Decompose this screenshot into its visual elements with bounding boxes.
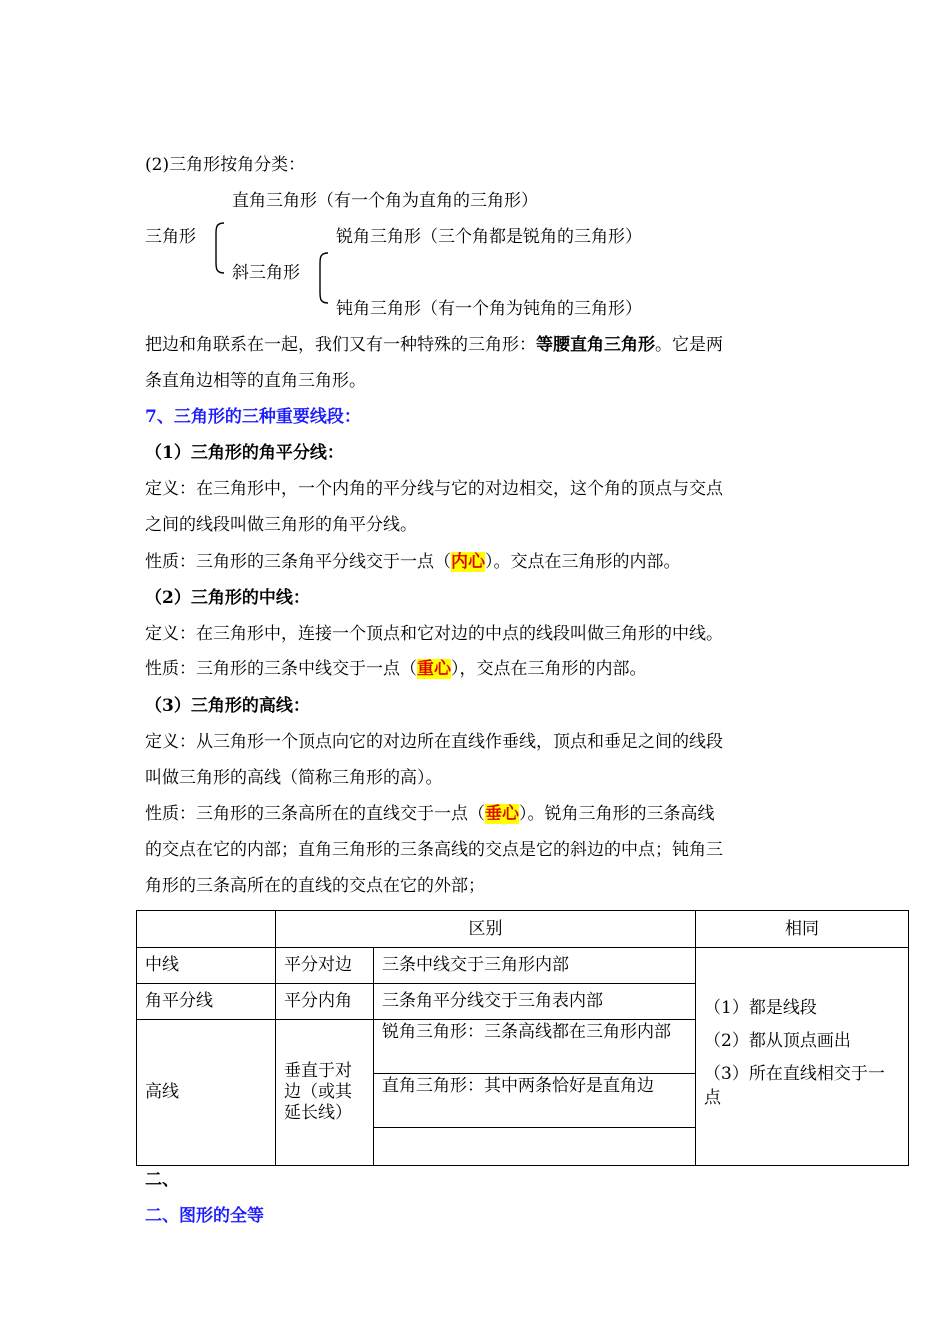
median-definition: 定义：在三角形中，连接一个顶点和它对边的中点的线段叫做三角形的中线。 — [145, 624, 723, 644]
same-cell — [696, 948, 909, 1166]
bisector-property — [145, 551, 681, 573]
inner-brace-icon — [314, 252, 330, 304]
bisector-property-end: ）。交点在三角形的内部。 — [485, 552, 681, 572]
median-feature-cell: 平分对边 — [276, 948, 374, 984]
altitude-name-cell: 高线 — [137, 1020, 276, 1166]
table-header-same: 相同 — [696, 911, 909, 948]
comparison-table — [136, 910, 909, 1166]
bisector-name-cell: 角平分线 — [137, 984, 276, 1020]
median-title: （2）三角形的中线： — [145, 588, 310, 608]
altitude-definition-1: 定义：从三角形一个顶点向它的对边所在直线作垂线，顶点和垂足之间的线段 — [145, 732, 723, 752]
isosceles-text: 把边和角联系在一起，我们又有一种特殊的三角形： — [145, 335, 536, 355]
altitude-property-end: ）。锐角三角形的三条高线 — [519, 804, 715, 824]
isosceles-text-end: 。它是两 — [655, 335, 723, 355]
median-name-cell: 中线 — [137, 948, 276, 984]
bisector-feature-cell: 平分内角 — [276, 984, 374, 1020]
same-item-2: （2）都从顶点画出 — [704, 1031, 851, 1051]
bisector-desc-cell: 三条角平分线交于三角表内部 — [374, 984, 696, 1020]
obtuse-triangle-item: 钝角三角形（有一个角为钝角的三角形） — [336, 299, 642, 319]
table-row — [137, 948, 909, 984]
right-triangle-item: 直角三角形（有一个角为直角的三角形） — [232, 191, 538, 211]
altitude-property-text: 性质：三角形的三条高所在的直线交于一点（ — [145, 804, 485, 824]
altitude-property-2: 的交点在它的内部；直角三角形的三条高线的交点是它的斜边的中点；钝角三 — [145, 840, 723, 860]
classification-heading: (2)三角形按角分类： — [145, 155, 306, 175]
altitude-blank-cell — [374, 1128, 696, 1166]
triangle-root-label: 三角形 — [145, 227, 196, 247]
acute-triangle-item: 锐角三角形（三个角都是锐角的三角形） — [336, 227, 642, 247]
altitude-property-1 — [145, 803, 715, 825]
table-header-empty — [137, 911, 276, 948]
orthocenter-highlight: 垂心 — [485, 804, 519, 824]
median-property-end: ），交点在三角形的内部。 — [451, 659, 647, 679]
incenter-highlight: 内心 — [451, 552, 485, 572]
centroid-highlight: 重心 — [417, 659, 451, 679]
altitude-property-3: 角形的三条高所在的直线的交点在它的外部； — [145, 876, 485, 896]
altitude-right-cell: 直角三角形：其中两条恰好是直角边 — [374, 1074, 696, 1128]
table-header-row — [137, 911, 909, 948]
same-item-1: （1）都是线段 — [704, 998, 817, 1018]
bisector-title: （1）三角形的角平分线： — [145, 443, 344, 463]
altitude-feature-cell: 垂直于对边（或其延长线） — [276, 1020, 374, 1166]
oblique-triangle-label: 斜三角形 — [232, 263, 300, 283]
table-header-diff: 区别 — [276, 911, 696, 948]
section-stub: 二、 — [145, 1170, 179, 1190]
median-property-text: 性质：三角形的三条中线交于一点（ — [145, 659, 417, 679]
section-7-title: 7、三角形的三种重要线段： — [145, 407, 361, 427]
median-desc-cell: 三条中线交于三角形内部 — [374, 948, 696, 984]
bisector-definition-2: 之间的线段叫做三角形的角平分线。 — [145, 515, 417, 535]
isosceles-line-1 — [145, 334, 723, 356]
altitude-title: （3）三角形的高线： — [145, 696, 310, 716]
bisector-definition-1: 定义：在三角形中，一个内角的平分线与它的对边相交，这个角的顶点与交点 — [145, 479, 723, 499]
altitude-acute-cell: 锐角三角形：三条高线都在三角形内部 — [374, 1020, 696, 1074]
left-brace-icon — [210, 222, 226, 274]
isosceles-line-2: 条直角边相等的直角三角形。 — [145, 371, 366, 391]
isosceles-term: 等腰直角三角形 — [536, 335, 655, 355]
bisector-property-text: 性质：三角形的三条角平分线交于一点（ — [145, 552, 451, 572]
altitude-definition-2: 叫做三角形的高线（简称三角形的高）。 — [145, 768, 443, 788]
same-item-3: （3）所在直线相交于一点 — [704, 1064, 885, 1108]
median-property — [145, 658, 647, 680]
section-2-title: 二、图形的全等 — [145, 1206, 264, 1226]
